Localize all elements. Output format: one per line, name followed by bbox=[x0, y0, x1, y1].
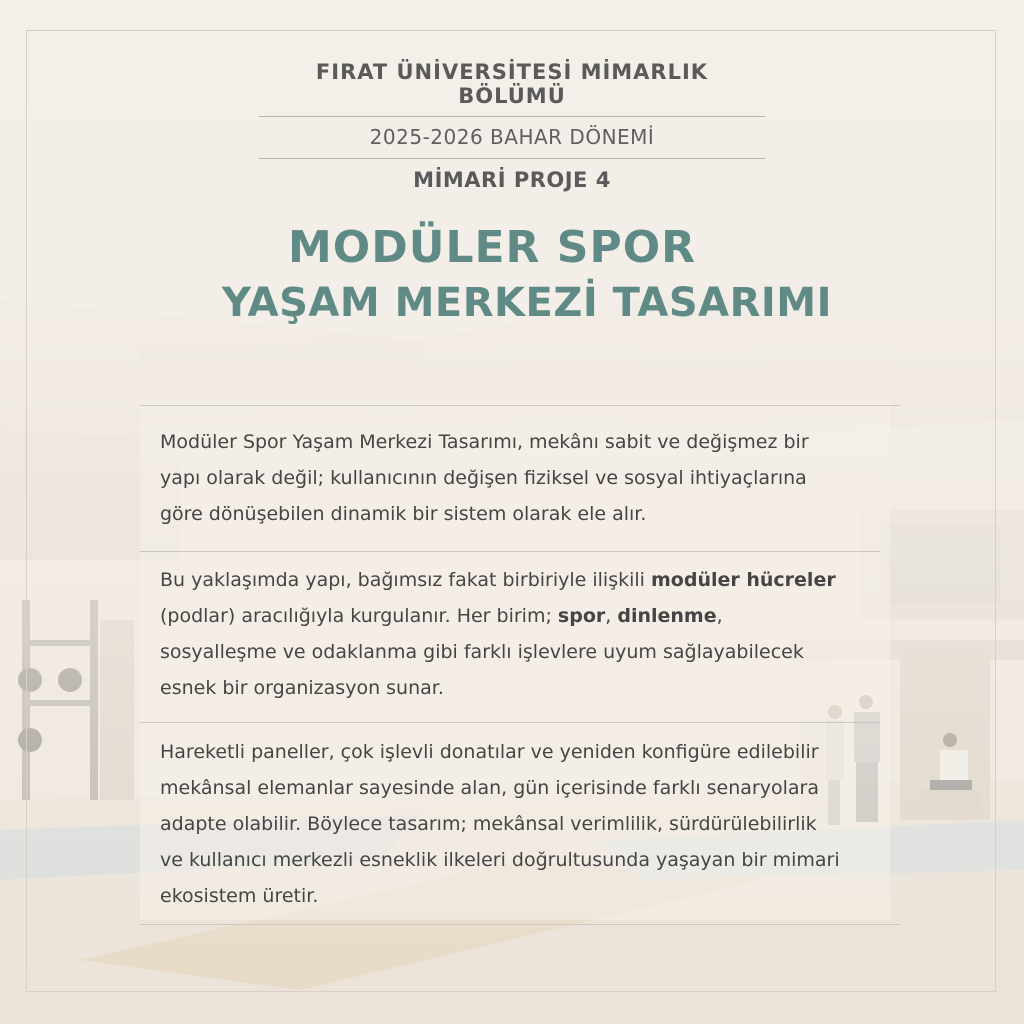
project-title-line1: MODÜLER SPOR bbox=[288, 222, 696, 273]
paragraph-2 bbox=[160, 562, 840, 706]
paragraph-3: Hareketli paneller, çok işlevli donatılar ve yeniden konfigüre edilebilir mekânsal elemanlar sayesinde alan, gün içerisinde farklı senaryolara adapte olabilir. Böylece tasarım; mekânsal verimlilik, sürdürülebilirlik ve kullanıcı merkezli esneklik ilkeleri doğrultusunda yaşayan bir mimari ekosistem üretir. bbox=[160, 741, 840, 907]
university-name: FIRAT ÜNİVERSİTESİ MİMARLIK BÖLÜMÜ bbox=[315, 60, 709, 108]
course-name: MİMARİ PROJE 4 bbox=[413, 168, 611, 192]
paragraph-2-text-a: Bu yaklaşımda yapı, bağımsız fakat birbiriyle ilişkili bbox=[160, 569, 651, 591]
divider-3 bbox=[140, 722, 880, 723]
project-title-line2: YAŞAM MERKEZİ TASARIMI bbox=[222, 280, 832, 326]
paragraph-2-bold-sport: spor bbox=[557, 605, 606, 627]
divider-1 bbox=[140, 405, 900, 406]
paragraph-1: Modüler Spor Yaşam Merkezi Tasarımı, mekânı sabit ve değişmez bir yapı olarak değil; kullanıcının değişen fiziksel ve sosyal ihtiyaçlarına göre dönüşebilen dinamik bir sistem olarak ele alır. bbox=[160, 431, 809, 525]
paragraph-2-bold-modular-cells: modüler hücreler bbox=[651, 569, 836, 591]
term-label: 2025-2026 BAHAR DÖNEMİ bbox=[369, 125, 655, 149]
paragraph-2-bold-rest: dinlenme bbox=[617, 605, 717, 627]
paragraph-2-sep: , bbox=[605, 605, 618, 627]
paragraph-2-text-c: , sosyalleşme ve odaklanma gibi farklı işlevlere uyum sağlayabilecek esnek bir organizasyon sunar. bbox=[160, 605, 804, 699]
divider-2 bbox=[140, 551, 880, 552]
paragraph-2-text-b: (podlar) aracılığıyla kurgulanır. Her birim; bbox=[160, 605, 558, 627]
divider-4 bbox=[140, 924, 900, 925]
header-block bbox=[0, 60, 1024, 192]
